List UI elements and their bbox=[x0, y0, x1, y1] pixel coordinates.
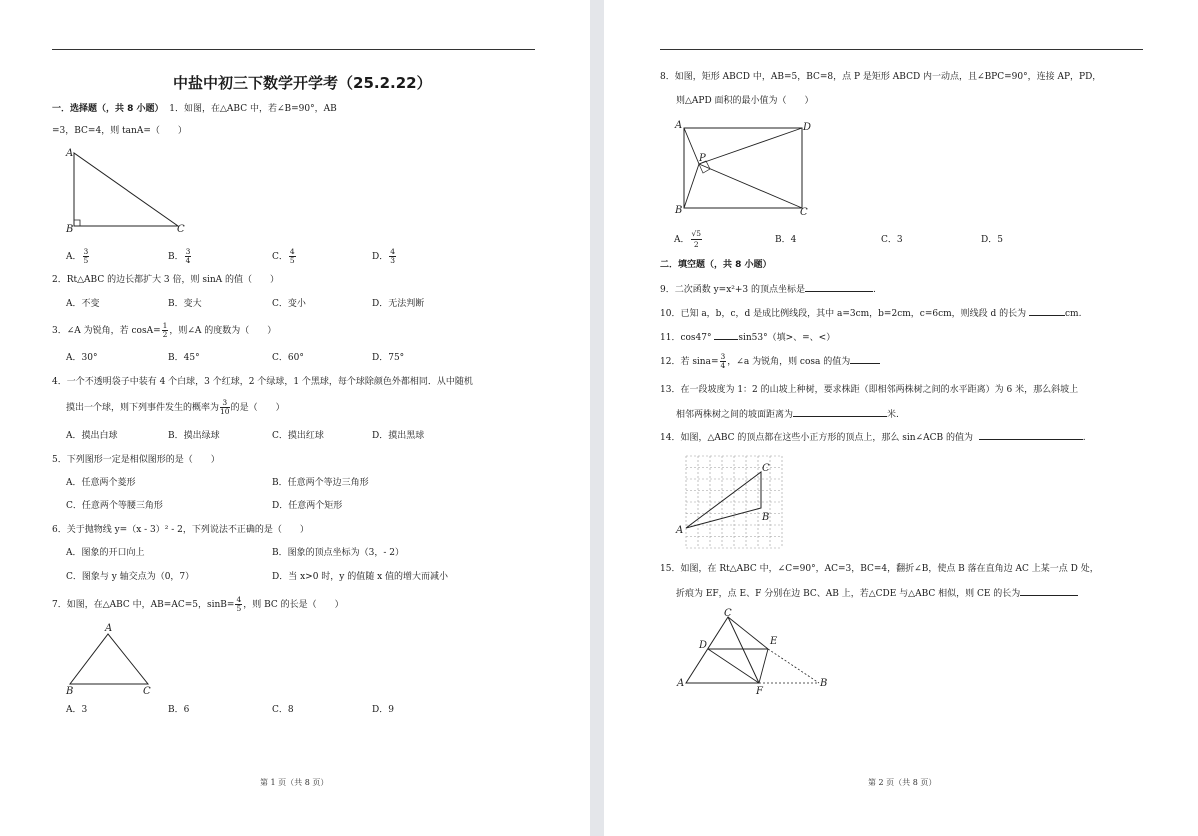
question-7: 7．如图，在△ABC 中，AB=AC=5，sinB= $\frac{4}{5}$ ，则 BC 的长是（ ） bbox=[52, 595, 344, 613]
q8-option-b: B．4 bbox=[775, 235, 797, 245]
question-12: 12．若 sina= $\frac{3}{4}$ ，∠a 为锐角，则 cosa 的值为 bbox=[660, 350, 880, 374]
q6-option-c: C．图象与 y 轴交点为（0，7） bbox=[66, 572, 195, 582]
q1-label-a: A bbox=[66, 148, 74, 159]
q7-option-c: C．8 bbox=[272, 705, 294, 715]
q14-grid-figure bbox=[674, 452, 790, 554]
q13-text-cont: 相邻两株树之间的坡面距离为 米. bbox=[676, 407, 899, 421]
question-2: 2．Rt△ABC 的边长都扩大 3 倍，则 sinA 的值（ ） bbox=[52, 275, 280, 285]
q15-answer-blank[interactable] bbox=[1020, 586, 1078, 596]
q2-option-d: D．无法判断 bbox=[372, 299, 425, 309]
q14-label-b: B bbox=[762, 512, 770, 523]
q6-option-b: B．图象的顶点坐标为（3，- 2） bbox=[272, 548, 404, 558]
q7-option-b: B．6 bbox=[168, 705, 190, 715]
q5-option-d: D．任意两个矩形 bbox=[272, 501, 343, 511]
question-6: 6．关于抛物线 y=（x - 3）² - 2，下列说法不正确的是（ ） bbox=[52, 525, 309, 535]
question-14: 14．如图，△ABC 的顶点都在这些小正方形的顶点上，那么 sin∠ACB 的值为 . bbox=[660, 430, 1086, 444]
q3-option-d: D．75° bbox=[372, 353, 405, 363]
q15-label-f: F bbox=[756, 686, 763, 697]
q4-option-b: B．摸出绿球 bbox=[168, 431, 220, 441]
q8-option-d: D．5 bbox=[981, 235, 1003, 245]
q8-label-b: B bbox=[675, 205, 683, 216]
q15-label-e: E bbox=[770, 636, 778, 647]
question-10: 10．已知 a，b，c，d 是成比例线段，其中 a=3cm，b=2cm，c=6cm，则线段 d 的长为 cm. bbox=[660, 306, 1081, 320]
q11-answer-blank[interactable] bbox=[714, 330, 738, 340]
question-5: 5．下列图形一定是相似图形的是（ ） bbox=[52, 455, 220, 465]
q4-option-d: D．摸出黑球 bbox=[372, 431, 425, 441]
question-8: 8．如图，矩形 ABCD 中，AB=5，BC=8，点 P 是矩形 ABCD 内一动点，且∠BPC=90°，连接 AP，PD， bbox=[660, 72, 1102, 82]
q5-option-b: B．任意两个等边三角形 bbox=[272, 478, 369, 488]
q10-answer-blank[interactable] bbox=[1029, 306, 1065, 316]
q7-label-c: C bbox=[143, 686, 151, 697]
q15-text-cont: 折痕为 EF，点 E、F 分别在边 BC、AB 上，若△CDE 与△ABC 相似，则 CE 的长为 bbox=[676, 586, 1078, 600]
question-15: 15．如图，在 Rt△ABC 中，∠C=90°，AC=3，BC=4，翻折∠B，使点 B 落在直角边 AC 上某一点 D 处， bbox=[660, 564, 1099, 574]
page-footer: 第 2 页（共 8 页） bbox=[868, 778, 937, 787]
q15-label-c: C bbox=[724, 608, 732, 619]
q5-option-a: A．任意两个菱形 bbox=[66, 478, 136, 488]
q6-option-d: D．当 x>0 时，y 的值随 x 值的增大而减小 bbox=[272, 572, 449, 582]
q7-triangle-figure bbox=[62, 620, 162, 696]
q8-label-d: D bbox=[803, 122, 812, 133]
q4-option-c: C．摸出红球 bbox=[272, 431, 324, 441]
q2-option-a: A．不变 bbox=[66, 299, 100, 309]
question-13: 13．在一段坡度为 1：2 的山坡上种树，要求株距（即相邻两株树之间的水平距离）为 6 米，那么斜坡上 bbox=[660, 385, 1079, 395]
q1-label-b: B bbox=[66, 224, 74, 235]
question-9: 9．二次函数 y=x²+3 的顶点坐标是 . bbox=[660, 282, 876, 296]
q14-label-c: C bbox=[762, 463, 770, 474]
header-rule bbox=[52, 49, 535, 50]
q4-text-cont: 摸出一个球，则下列事件发生的概率为 $\frac{3}{10}$ 的是（ ） bbox=[66, 398, 285, 416]
q7-option-a: A．3 bbox=[66, 705, 88, 715]
q1-text: 1．如图，在△ABC 中，若∠B=90°，AB bbox=[169, 104, 337, 114]
q12-answer-blank[interactable] bbox=[850, 354, 880, 364]
q6-option-a: A．图象的开口向上 bbox=[66, 548, 145, 558]
question-1 bbox=[52, 103, 337, 115]
header-rule bbox=[660, 49, 1143, 50]
q8-label-a: A bbox=[675, 120, 683, 131]
q2-option-b: B．变大 bbox=[168, 299, 202, 309]
q13-answer-blank[interactable] bbox=[793, 407, 887, 417]
q1-option-d: D． $\frac{4}{3}$ bbox=[372, 247, 395, 265]
q1-option-c: C． $\frac{4}{5}$ bbox=[272, 247, 295, 265]
q15-label-b: B bbox=[820, 678, 828, 689]
q3-option-b: B．45° bbox=[168, 353, 200, 363]
q3-option-c: C．60° bbox=[272, 353, 304, 363]
q8-option-a: A． $\frac{√5}{2}$ bbox=[674, 229, 702, 249]
q1-label-c: C bbox=[177, 224, 185, 235]
q9-answer-blank[interactable] bbox=[805, 282, 873, 292]
q8-option-c: C．3 bbox=[881, 235, 903, 245]
section-1-heading: 一．选择题（，共 8 小题） bbox=[52, 104, 164, 114]
q7-option-d: D．9 bbox=[372, 705, 394, 715]
q1-option-b: B． $\frac{3}{4}$ bbox=[168, 247, 191, 265]
section-2-heading: 二．填空题（，共 8 小题） bbox=[660, 260, 772, 270]
q15-label-a: A bbox=[677, 678, 685, 689]
q4-option-a: A．摸出白球 bbox=[66, 431, 118, 441]
q14-label-a: A bbox=[676, 525, 684, 536]
page-footer: 第 1 页（共 8 页） bbox=[260, 778, 329, 787]
question-3: 3．∠A 为锐角，若 cosA= $\frac{1}{2}$ ，则∠A 的度数为（ ） bbox=[52, 321, 277, 339]
q5-option-c: C．任意两个等腰三角形 bbox=[66, 501, 163, 511]
q8-label-c: C bbox=[800, 207, 808, 218]
q8-label-p: P bbox=[699, 153, 706, 164]
q15-triangle-figure bbox=[674, 606, 834, 698]
q7-label-a: A bbox=[105, 623, 113, 634]
q14-answer-blank[interactable] bbox=[979, 430, 1083, 440]
question-11: 11．cos47° sin53°（填>、=、<） bbox=[660, 330, 835, 344]
q1-triangle-figure bbox=[60, 146, 190, 236]
q7-label-b: B bbox=[66, 686, 74, 697]
question-4: 4．一个不透明袋子中装有 4 个白球，3 个红球，2 个绿球，1 个黑球，每个球除颜色外都相同．从中随机 bbox=[52, 377, 473, 387]
q2-option-c: C．变小 bbox=[272, 299, 306, 309]
q1-text-cont: =3，BC=4，则 tanA=（ ） bbox=[52, 126, 187, 136]
q15-label-d: D bbox=[699, 640, 708, 651]
q8-rectangle-figure bbox=[672, 118, 822, 222]
q8-text-cont: 则△APD 面积的最小值为（ ） bbox=[676, 96, 814, 106]
document-page-1 bbox=[0, 0, 590, 836]
page-title: 中盐中初三下数学开学考（25.2.22） bbox=[173, 74, 432, 92]
q1-option-a: A． $\frac{3}{5}$ bbox=[66, 247, 89, 265]
q3-option-a: A．30° bbox=[66, 353, 98, 363]
document-page-2 bbox=[604, 0, 1198, 836]
